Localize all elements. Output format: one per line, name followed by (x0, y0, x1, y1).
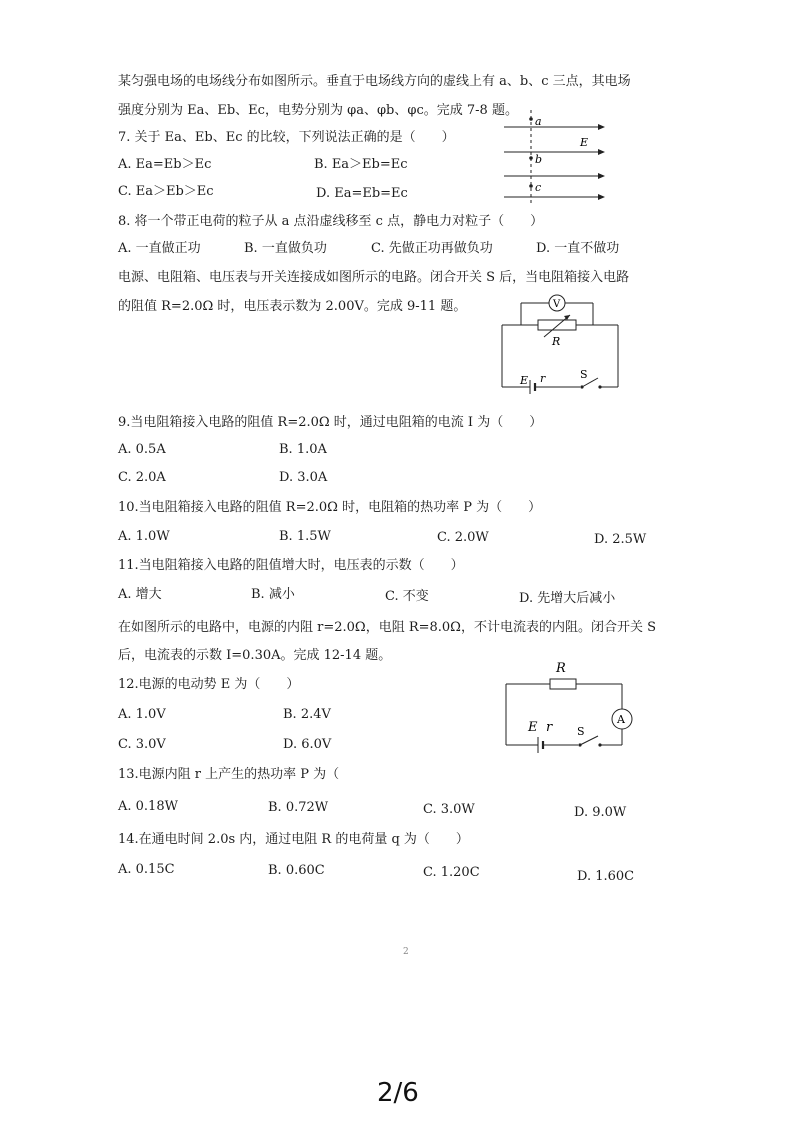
point-a (529, 117, 533, 121)
q10-stem: 10.当电阻箱接入电路的阻值 R=2.0Ω 时，电阻箱的热功率 P 为（ ） (118, 500, 542, 515)
q7-option-d: D. Ea=Eb=Ec (316, 186, 408, 201)
q7-option-c: C. Ea＞Eb＞Ec (118, 184, 214, 199)
q13-option-b: B. 0.72W (268, 800, 329, 815)
label-r: r (546, 720, 553, 735)
q10-option-d: D. 2.5W (594, 532, 647, 547)
q8-option-b: B. 一直做负功 (244, 241, 327, 256)
q13-option-d: D. 9.0W (574, 805, 627, 820)
resistor-icon (550, 679, 576, 689)
point-b (529, 156, 533, 160)
label-E: E (580, 136, 589, 149)
label-r: r (540, 372, 546, 385)
q8-option-d: D. 一直不做功 (536, 241, 620, 256)
q7-option-a: A. Ea=Eb＞Ec (118, 157, 212, 172)
q12-stem: 12.电源的电动势 E 为（ ） (118, 677, 300, 692)
q9-stem: 9.当电阻箱接入电路的阻值 R=2.0Ω 时，通过电阻箱的电流 I 为（ ） (118, 415, 543, 430)
label-A: A (617, 713, 625, 726)
q10-option-c: C. 2.0W (437, 530, 489, 545)
page-number-small: 2 (403, 947, 409, 957)
q12-option-b: B. 2.4V (283, 707, 331, 722)
q10-option-a: A. 1.0W (118, 529, 170, 544)
q11-stem: 11.当电阻箱接入电路的阻值增大时，电压表的示数（ ） (118, 558, 464, 573)
q7-option-b: B. Ea＞Eb=Ec (314, 157, 408, 172)
q11-option-a: A. 增大 (118, 587, 162, 602)
label-S: S (580, 368, 588, 381)
intro-box-line1: 电源、电阻箱、电压表与开关连接成如图所示的电路。闭合开关 S 后，当电阻箱接入电路 (118, 270, 630, 285)
intro-field-line2: 强度分别为 Ea、Eb、Ec，电势分别为 φa、φb、φc。完成 7-8 题。 (118, 103, 518, 118)
q12-option-d: D. 6.0V (283, 737, 332, 752)
q7-stem: 7. 关于 Ea、Eb、Ec 的比较，下列说法正确的是（ ） (118, 130, 455, 145)
point-c (529, 184, 533, 188)
intro-box-line2: 的阻值 R=2.0Ω 时，电压表示数为 2.00V。完成 9-11 题。 (118, 299, 467, 314)
page-number-big: 2/6 (377, 1078, 419, 1108)
q11-option-d: D. 先增大后减小 (519, 591, 616, 606)
label-a: a (535, 115, 542, 128)
q10-option-b: B. 1.5W (279, 529, 331, 544)
label-S: S (577, 725, 585, 738)
intro-amm-line2: 后，电流表的示数 I=0.30A。完成 12-14 题。 (118, 648, 392, 663)
resistor-box-icon (538, 320, 576, 330)
ammeter-circuit-figure (498, 655, 636, 762)
q14-option-c: C. 1.20C (423, 865, 480, 880)
q11-option-c: C. 不变 (385, 589, 429, 604)
q9-option-d: D. 3.0A (279, 470, 328, 485)
q8-stem: 8. 将一个带正电荷的粒子从 a 点沿虚线移至 c 点，静电力对粒子（ ） (118, 214, 544, 229)
q14-option-b: B. 0.60C (268, 863, 325, 878)
label-c: c (535, 181, 542, 194)
q9-option-c: C. 2.0A (118, 470, 166, 485)
field-lines-figure (500, 108, 610, 206)
label-E: E (520, 374, 529, 387)
q14-stem: 14.在通电时间 2.0s 内，通过电阻 R 的电荷量 q 为（ ） (118, 832, 469, 847)
q12-option-a: A. 1.0V (118, 707, 166, 722)
q14-option-d: D. 1.60C (577, 869, 635, 884)
q13-option-a: A. 0.18W (118, 799, 178, 814)
label-R: R (552, 335, 561, 348)
label-b: b (535, 153, 543, 166)
q14-option-a: A. 0.15C (118, 862, 175, 877)
q9-option-a: A. 0.5A (118, 442, 166, 457)
q9-option-b: B. 1.0A (279, 442, 327, 457)
label-V: V (553, 299, 561, 310)
label-R: R (556, 661, 566, 676)
q13-option-c: C. 3.0W (423, 802, 475, 817)
q8-option-c: C. 先做正功再做负功 (371, 241, 493, 256)
intro-field-line1: 某匀强电场的电场线分布如图所示。垂直于电场线方向的虚线上有 a、b、c 三点，其电场 (118, 74, 631, 89)
voltmeter-circuit-figure (494, 291, 626, 394)
q8-option-a: A. 一直做正功 (118, 241, 201, 256)
q13-stem: 13.电源内阻 r 上产生的热功率 P 为（ (118, 767, 340, 782)
label-E: E (528, 720, 538, 735)
q11-option-b: B. 减小 (251, 587, 295, 602)
q12-option-c: C. 3.0V (118, 737, 166, 752)
intro-amm-line1: 在如图所示的电路中，电源的内阻 r=2.0Ω，电阻 R=8.0Ω，不计电流表的内阻。闭合开关 S (118, 620, 656, 635)
